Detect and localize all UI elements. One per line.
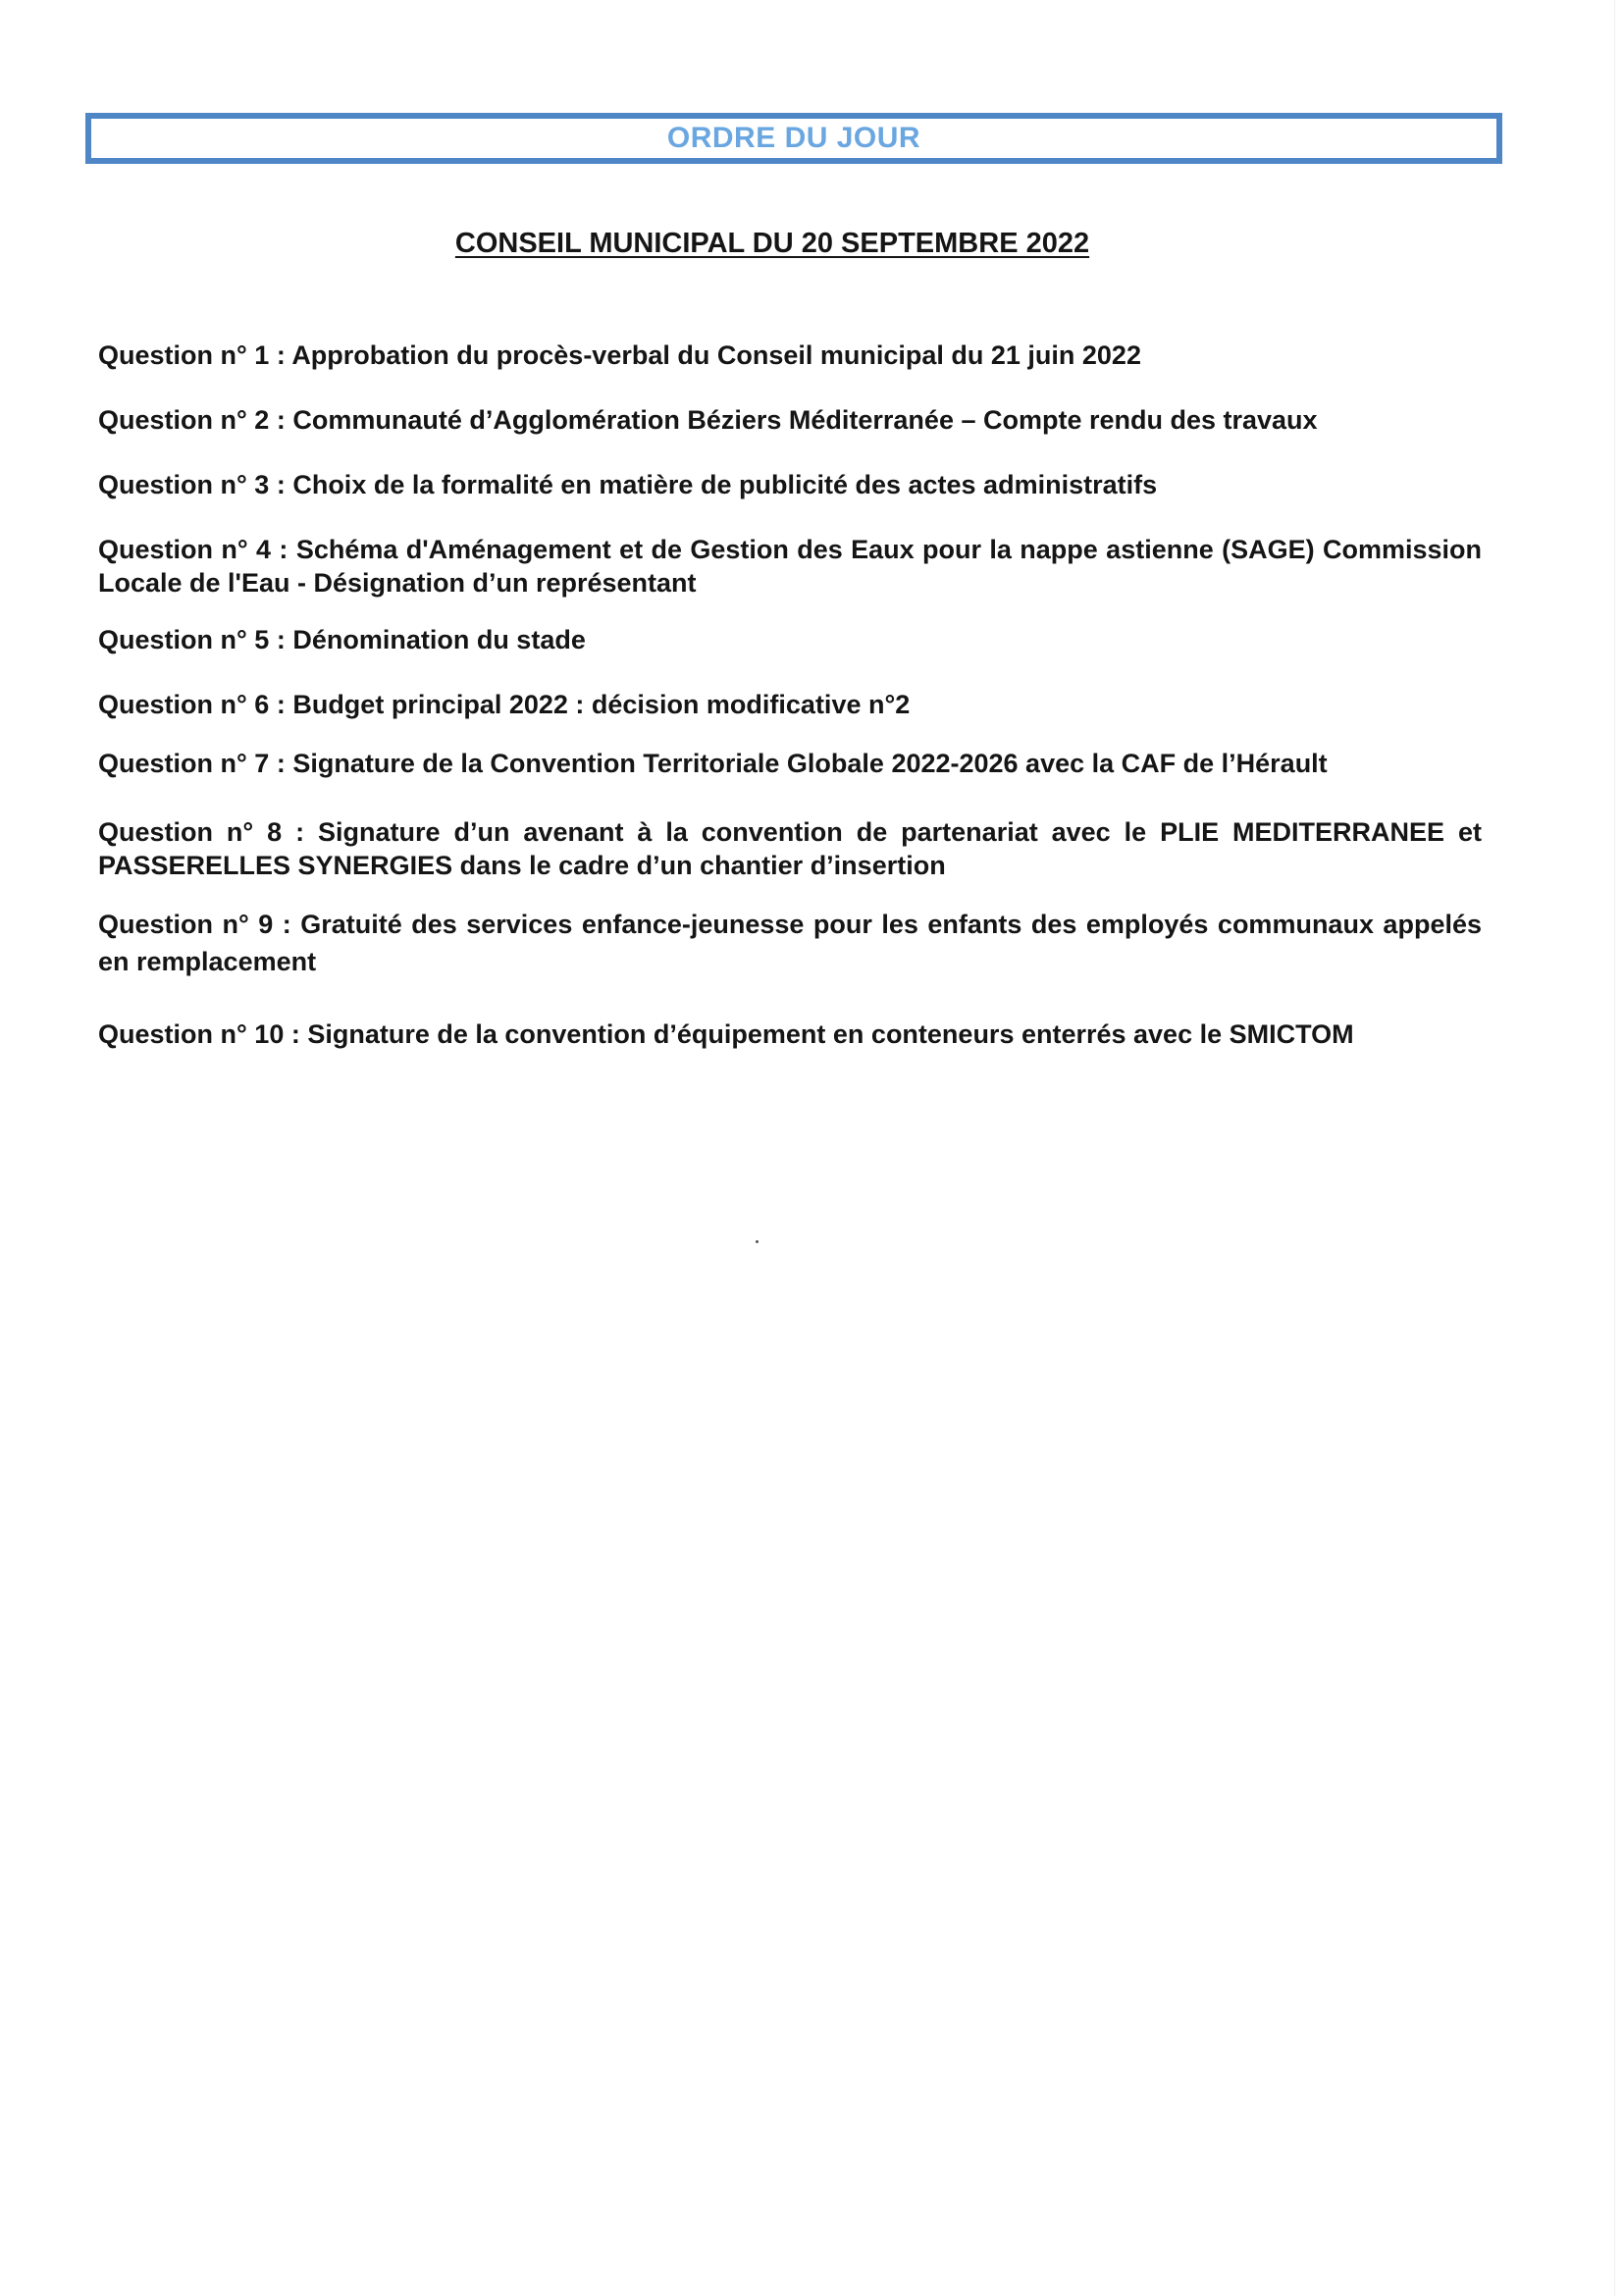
agenda-item xyxy=(98,1018,1482,1051)
question-text: Choix de la formalité en matière de publicité des actes administratifs xyxy=(292,470,1158,499)
question-label: Question n° 9 : xyxy=(98,910,291,939)
question-label: Question n° 4 : xyxy=(98,535,288,564)
agenda-item xyxy=(98,906,1482,980)
meeting-title: CONSEIL MUNICIPAL DU 20 SEPTEMBRE 2022 xyxy=(454,228,1090,259)
question-label: Question n° 7 : xyxy=(98,749,286,778)
question-text: Approbation du procès-verbal du Conseil municipal du 21 juin 2022 xyxy=(291,340,1141,370)
question-text: Dénomination du stade xyxy=(292,625,586,654)
question-label: Question n° 3 : xyxy=(98,470,286,499)
question-text: Signature de la Convention Territoriale Globale 2022-2026 avec la CAF de l’Hérault xyxy=(292,749,1328,778)
question-label: Question n° 6 : xyxy=(98,690,286,719)
question-text: Signature de la convention d’équipement en conteneurs enterrés avec le SMICTOM xyxy=(307,1019,1354,1049)
scan-edge-line xyxy=(1614,0,1615,2296)
agenda-item xyxy=(98,403,1482,437)
question-label: Question n° 2 : xyxy=(98,405,286,435)
agenda-item xyxy=(98,468,1482,501)
question-text: Communauté d’Agglomération Béziers Méditerranée – Compte rendu des travaux xyxy=(292,405,1318,435)
question-text: Budget principal 2022 : décision modificative n°2 xyxy=(292,690,911,719)
question-label: Question n° 10 : xyxy=(98,1019,300,1049)
agenda-item xyxy=(98,339,1482,372)
header-box xyxy=(85,113,1502,164)
question-text: Gratuité des services enfance-jeunesse pour les enfants des employés communaux appelés en remplacement xyxy=(98,910,1482,976)
question-label: Question n° 8 : xyxy=(98,817,305,847)
agenda-item xyxy=(98,623,1482,656)
agenda-item xyxy=(98,533,1482,600)
agenda-list xyxy=(98,339,1482,1051)
question-label: Question n° 5 : xyxy=(98,625,286,654)
agenda-item xyxy=(98,815,1482,882)
scan-speck xyxy=(756,1240,759,1243)
question-text: Signature d’un avenant à la convention de partenariat avec le PLIE MEDITERRANEE et PASSERELLES SYNERGIES dans le cadre d’un chantier d’insertion xyxy=(98,817,1482,880)
question-label: Question n° 1 : xyxy=(98,340,286,370)
agenda-item xyxy=(98,747,1482,780)
question-text: Schéma d'Aménagement et de Gestion des Eaux pour la nappe astienne (SAGE) Commission Locale de l'Eau - Désignation d’un représentant xyxy=(98,535,1482,598)
header-title: ORDRE DU JOUR xyxy=(666,122,921,154)
agenda-item xyxy=(98,688,1482,721)
